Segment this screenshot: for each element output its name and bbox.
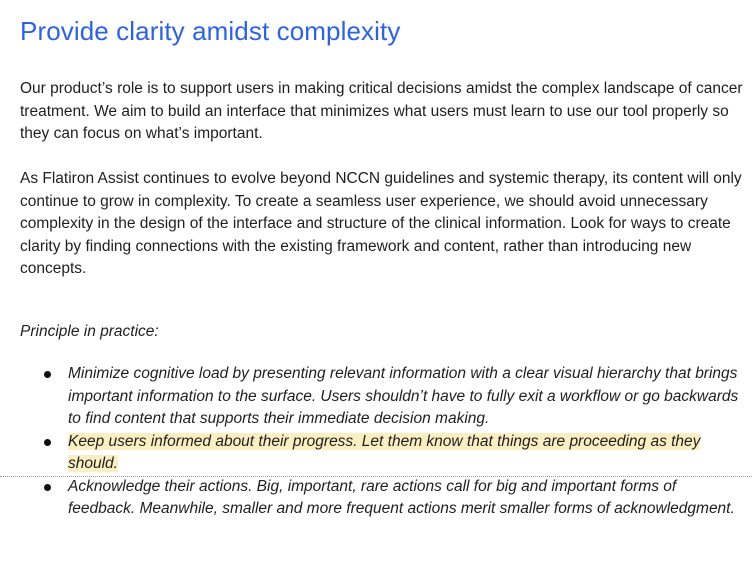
list-item xyxy=(0,363,752,431)
list-item-text: Acknowledge their actions. Big, important, rare actions call for big and important forms of feedback. Meanwhile, smaller and more frequent actions merit smaller forms of acknowledgment. xyxy=(68,477,735,517)
principle-list xyxy=(0,363,752,521)
bullet-icon xyxy=(44,484,51,491)
list-item xyxy=(0,476,752,521)
highlighted-list-item-text: Keep users informed about their progress. Let them know that things are proceeding as they should. xyxy=(68,432,701,472)
body-paragraph: As Flatiron Assist continues to evolve beyond NCCN guidelines and systemic therapy, its content will only continue to grow in complexity. To create a seamless user experience, we should avoid unnecessary complexity in the design of the interface and structure of the clinical information. Look for ways to create clarity by finding connections with the existing framework and content, rather than introducing new concepts. xyxy=(20,170,742,277)
principle-label: Principle in practice: xyxy=(20,323,159,340)
bullet-icon xyxy=(44,439,51,446)
list-item-text: Minimize cognitive load by presenting relevant information with a clear visual hierarchy that brings important information to the surface. Users shouldn’t have to fully exit a workflow or go backwards to find content that supports their immediate decision making. xyxy=(68,365,739,427)
bullet-icon xyxy=(44,371,51,378)
page-title: Provide clarity amidst complexity xyxy=(20,16,401,46)
page-break-divider xyxy=(0,476,752,477)
list-item xyxy=(0,431,752,476)
intro-paragraph: Our product’s role is to support users in making critical decisions amidst the complex landscape of cancer treatment. We aim to build an interface that minimizes what users must learn to use our tool properly so they can focus on what’s important. xyxy=(20,80,743,142)
